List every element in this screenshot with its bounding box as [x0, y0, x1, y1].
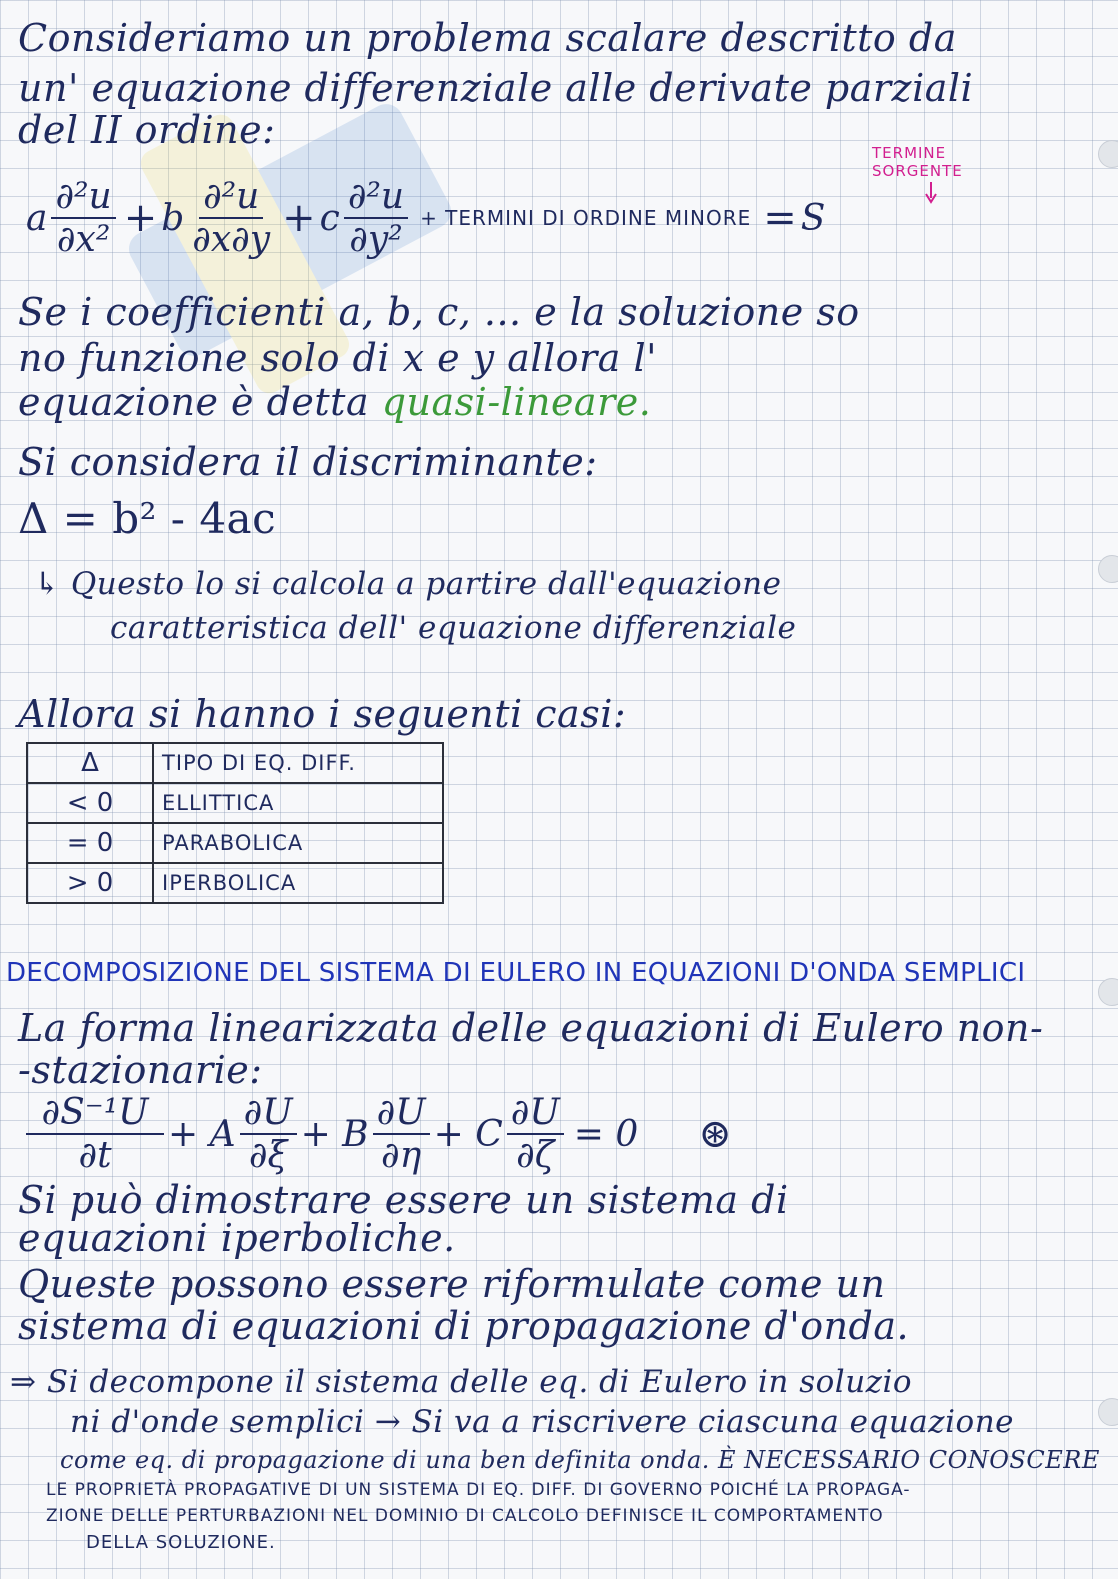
- table-row: [27, 783, 443, 823]
- table-row: [27, 863, 443, 903]
- asterisk-mark-icon: ⊛: [698, 1111, 732, 1157]
- fraction-denominator: ∂ξ: [248, 1135, 288, 1176]
- table-header-type: TIPO DI EQ. DIFF.: [153, 743, 443, 783]
- fraction-uyy: [344, 176, 408, 260]
- equation-rhs: = 0: [573, 1113, 639, 1155]
- coefficient-b: b: [161, 197, 185, 239]
- table-cell: < 0: [27, 783, 153, 823]
- intro-line-2: un' equazione differenziale alle derivate parziali: [18, 66, 974, 110]
- table-cell: PARABOLICA: [153, 823, 443, 863]
- cases-intro: Allora si hanno i seguenti casi:: [18, 692, 627, 736]
- euler-equation: [22, 1092, 732, 1176]
- source-term: S: [800, 197, 826, 239]
- fraction-denominator: ∂t: [78, 1135, 112, 1176]
- quasi-line-3: [18, 380, 651, 424]
- annotation-line-1: TERMINE: [872, 144, 947, 162]
- table-row: [27, 823, 443, 863]
- source-term-annotation: [872, 144, 963, 180]
- discriminant-note-2: caratteristica dell' equazione differenziale: [110, 610, 797, 646]
- section2-line-7: ⇒ Si decompone il sistema delle eq. di Eulero in soluzio: [10, 1364, 913, 1400]
- binder-ring: [1098, 140, 1118, 168]
- section-heading: DECOMPOSIZIONE DEL SISTEMA DI EULERO IN EQUAZIONI D'ONDA SEMPLICI: [6, 958, 1026, 988]
- fraction-numerator: ∂U: [373, 1092, 430, 1135]
- binder-ring: [1098, 1398, 1118, 1426]
- fraction-zeta: [507, 1092, 564, 1176]
- table-cell: ELLITTICA: [153, 783, 443, 823]
- section2-line-2: -stazionarie:: [18, 1048, 263, 1092]
- binder-ring: [1098, 978, 1118, 1006]
- intro-line-1: Consideriamo un problema scalare descritto da: [18, 16, 957, 60]
- fraction-denominator: ∂y²: [349, 219, 403, 260]
- fraction-numerator: ∂²u: [344, 176, 408, 219]
- discriminant-note-1: ↳ Questo lo si calcola a partire dall'equazione: [34, 566, 782, 602]
- fraction-eta: [373, 1092, 430, 1176]
- fraction-numerator: ∂U: [507, 1092, 564, 1135]
- term-C: + C: [433, 1113, 503, 1155]
- coefficient-c: c: [319, 197, 340, 239]
- classification-table: [26, 742, 444, 904]
- section2-line-11: ZIONE DELLE PERTURBAZIONI NEL DOMINIO DI CALCOLO DEFINISCE IL COMPORTAMENTO: [46, 1506, 884, 1526]
- lower-order-terms: + TERMINI DI ORDINE MINORE: [420, 206, 752, 230]
- fraction-denominator: ∂ζ: [516, 1135, 555, 1176]
- section2-line-12: DELLA SOLUZIONE.: [86, 1532, 276, 1553]
- equals-sign: =: [763, 195, 797, 241]
- section2-line-10: LE PROPRIETÀ PROPAGATIVE DI UN SISTEMA DI EQ. DIFF. DI GOVERNO POICHÉ LA PROPAGA-: [46, 1480, 911, 1500]
- table-cell: IPERBOLICA: [153, 863, 443, 903]
- fraction-denominator: ∂x∂y: [192, 219, 271, 260]
- annotation-line-2: SORGENTE: [872, 162, 963, 180]
- fraction-xi: [240, 1092, 297, 1176]
- coefficient-a: a: [26, 197, 48, 239]
- section2-line-3: Si può dimostrare essere un sistema di: [18, 1178, 789, 1222]
- discriminant-formula: Δ = b² - 4ac: [18, 494, 277, 543]
- arrow-down-icon: [924, 182, 938, 204]
- table-cell: > 0: [27, 863, 153, 903]
- table-cell: = 0: [27, 823, 153, 863]
- fraction-denominator: ∂η: [381, 1135, 422, 1176]
- term-A: + A: [168, 1113, 236, 1155]
- fraction-numerator: ∂²u: [199, 176, 263, 219]
- fraction-time-derivative: [26, 1092, 164, 1176]
- fraction-uxy: [188, 176, 274, 260]
- quasi-line-3-text: equazione è detta: [18, 380, 370, 424]
- pde-equation: [26, 176, 825, 260]
- discriminant-intro: Si considera il discriminante:: [18, 440, 598, 484]
- section2-line-6: sistema di equazioni di propagazione d'onda.: [18, 1304, 910, 1348]
- fraction-numerator: ∂U: [240, 1092, 297, 1135]
- table-header-delta: Δ: [27, 743, 153, 783]
- quasi-linear-term: quasi-lineare.: [381, 380, 652, 424]
- plus-sign: +: [282, 195, 316, 241]
- quasi-line-1: Se i coefficienti a, b, c, ... e la soluzione so: [18, 290, 860, 334]
- quasi-line-2: no funzione solo di x e y allora l': [18, 336, 658, 380]
- term-B: + B: [300, 1113, 369, 1155]
- fraction-uxx: [51, 176, 115, 260]
- section2-line-4: equazioni iperboliche.: [18, 1216, 456, 1260]
- binder-ring: [1098, 555, 1118, 583]
- table-header-row: [27, 743, 443, 783]
- section2-line-1: La forma linearizzata delle equazioni di Eulero non-: [18, 1006, 1044, 1050]
- fraction-denominator: ∂x²: [56, 219, 111, 260]
- fraction-numerator: ∂²u: [51, 176, 115, 219]
- section2-line-9: come eq. di propagazione di una ben definita onda. È NECESSARIO CONOSCERE: [60, 1446, 1100, 1474]
- fraction-numerator: ∂S⁻¹U: [26, 1092, 164, 1135]
- section2-line-8: ni d'onde semplici → Si va a riscrivere ciascuna equazione: [70, 1404, 1015, 1440]
- section2-line-5: Queste possono essere riformulate come un: [18, 1262, 886, 1306]
- plus-sign: +: [123, 195, 158, 241]
- intro-line-3: del II ordine:: [18, 108, 276, 152]
